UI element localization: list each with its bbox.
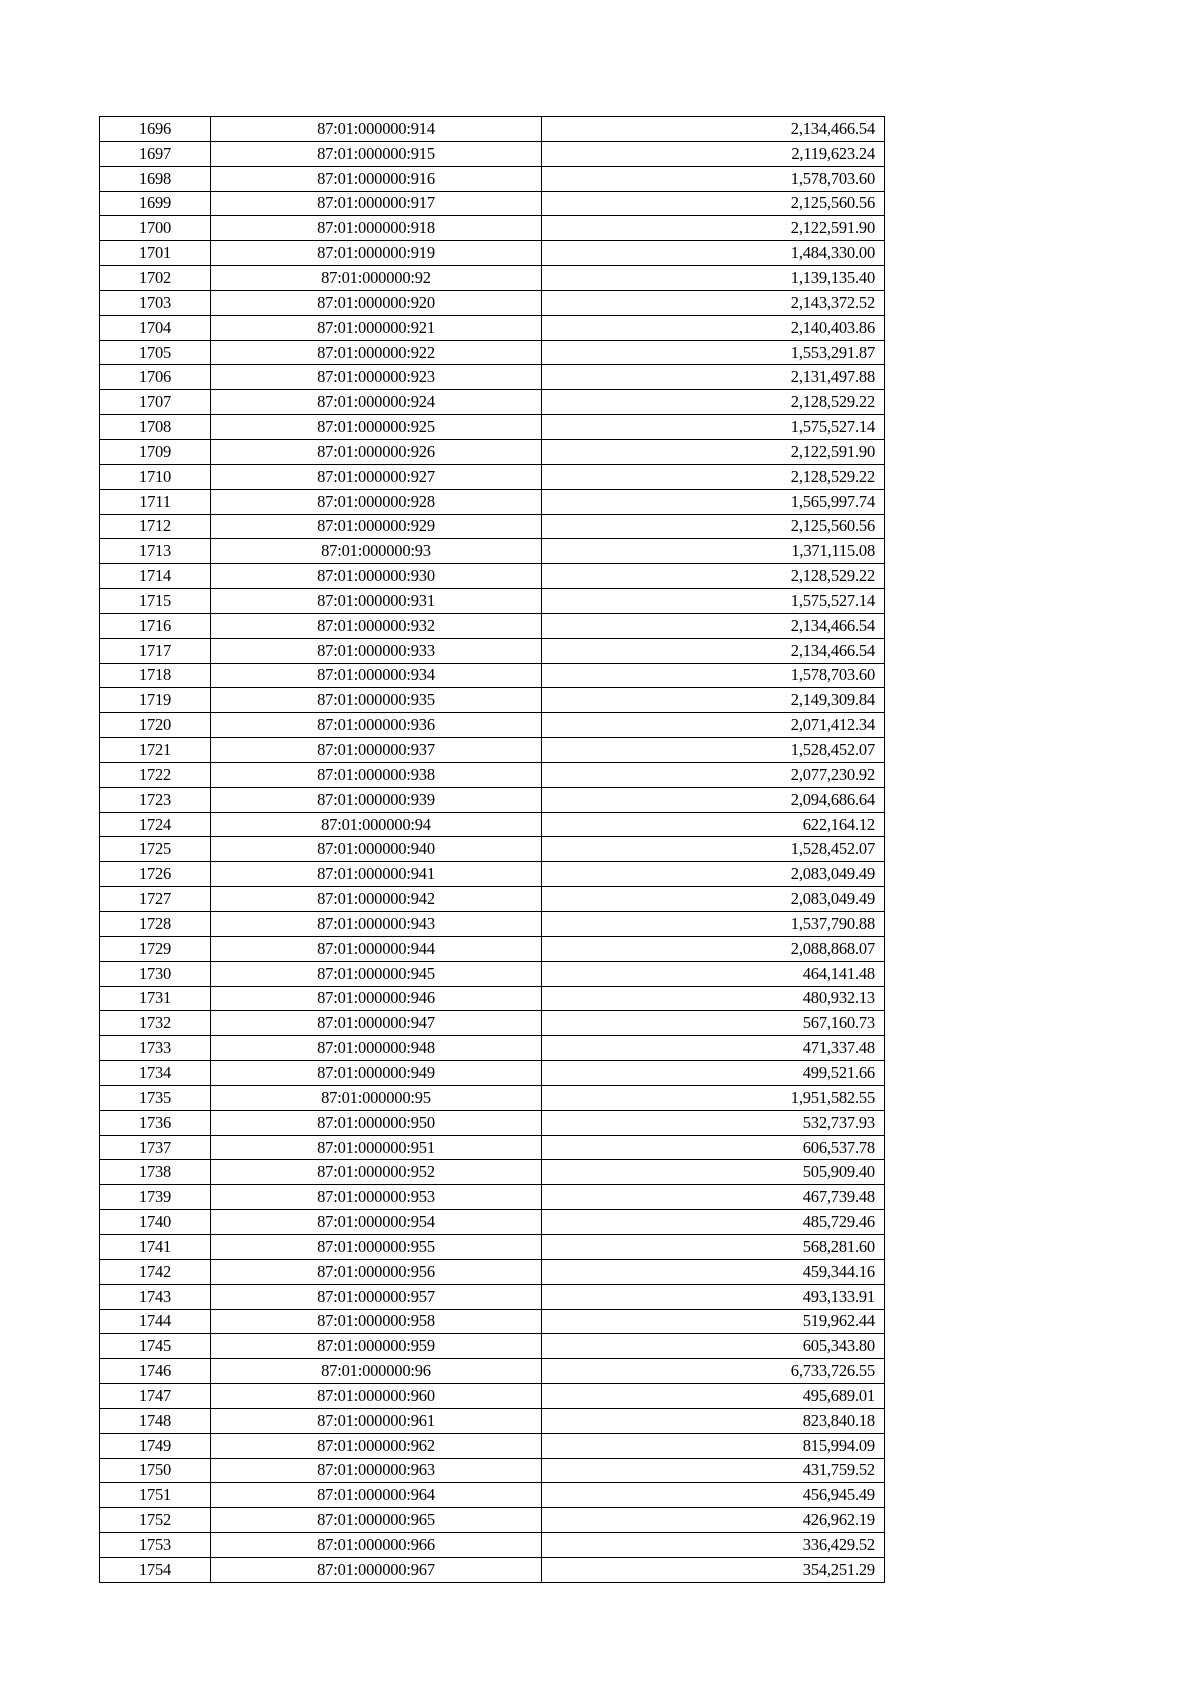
value-cell: 336,429.52 — [542, 1533, 885, 1558]
value-cell: 2,122,591.90 — [542, 216, 885, 241]
row-number-cell: 1696 — [100, 117, 211, 142]
table-row — [100, 986, 885, 1011]
value-cell: 2,134,466.54 — [542, 638, 885, 663]
table-row — [100, 464, 885, 489]
table-row — [100, 1135, 885, 1160]
row-number-cell: 1751 — [100, 1483, 211, 1508]
value-cell: 1,484,330.00 — [542, 241, 885, 266]
table-row — [100, 812, 885, 837]
value-cell: 459,344.16 — [542, 1259, 885, 1284]
value-cell: 823,840.18 — [542, 1408, 885, 1433]
cadastral-number-cell: 87:01:000000:915 — [211, 141, 542, 166]
table-row — [100, 837, 885, 862]
table-row — [100, 439, 885, 464]
cadastral-number-cell: 87:01:000000:919 — [211, 241, 542, 266]
value-cell: 1,578,703.60 — [542, 166, 885, 191]
cadastral-number-cell: 87:01:000000:934 — [211, 663, 542, 688]
value-cell: 606,537.78 — [542, 1135, 885, 1160]
cadastral-number-cell: 87:01:000000:951 — [211, 1135, 542, 1160]
row-number-cell: 1697 — [100, 141, 211, 166]
table-row — [100, 1160, 885, 1185]
cadastral-number-cell: 87:01:000000:921 — [211, 315, 542, 340]
table-row — [100, 1334, 885, 1359]
cadastral-number-cell: 87:01:000000:960 — [211, 1384, 542, 1409]
row-number-cell: 1738 — [100, 1160, 211, 1185]
table-row — [100, 1234, 885, 1259]
table-row — [100, 1483, 885, 1508]
table-row — [100, 1408, 885, 1433]
cadastral-number-cell: 87:01:000000:962 — [211, 1433, 542, 1458]
row-number-cell: 1727 — [100, 887, 211, 912]
row-number-cell: 1735 — [100, 1085, 211, 1110]
value-cell: 1,575,527.14 — [542, 589, 885, 614]
value-cell: 1,951,582.55 — [542, 1085, 885, 1110]
cadastral-number-cell: 87:01:000000:942 — [211, 887, 542, 912]
table-row — [100, 787, 885, 812]
row-number-cell: 1743 — [100, 1284, 211, 1309]
value-cell: 2,119,623.24 — [542, 141, 885, 166]
row-number-cell: 1745 — [100, 1334, 211, 1359]
value-cell: 2,094,686.64 — [542, 787, 885, 812]
table-row — [100, 539, 885, 564]
table-row — [100, 713, 885, 738]
value-cell: 480,932.13 — [542, 986, 885, 1011]
table-row — [100, 738, 885, 763]
table-row — [100, 315, 885, 340]
table-row — [100, 1557, 885, 1582]
value-cell: 2,083,049.49 — [542, 887, 885, 912]
row-number-cell: 1725 — [100, 837, 211, 862]
row-number-cell: 1707 — [100, 390, 211, 415]
cadastral-number-cell: 87:01:000000:958 — [211, 1309, 542, 1334]
cadastral-number-cell: 87:01:000000:93 — [211, 539, 542, 564]
cadastral-number-cell: 87:01:000000:948 — [211, 1036, 542, 1061]
value-cell: 467,739.48 — [542, 1185, 885, 1210]
table-row — [100, 1284, 885, 1309]
cadastral-number-cell: 87:01:000000:92 — [211, 266, 542, 291]
value-cell: 2,140,403.86 — [542, 315, 885, 340]
value-cell: 464,141.48 — [542, 961, 885, 986]
row-number-cell: 1711 — [100, 489, 211, 514]
row-number-cell: 1721 — [100, 738, 211, 763]
table-row — [100, 688, 885, 713]
row-number-cell: 1741 — [100, 1234, 211, 1259]
table-row — [100, 266, 885, 291]
row-number-cell: 1732 — [100, 1011, 211, 1036]
table-row — [100, 191, 885, 216]
cadastral-number-cell: 87:01:000000:923 — [211, 365, 542, 390]
row-number-cell: 1730 — [100, 961, 211, 986]
cadastral-number-cell: 87:01:000000:924 — [211, 390, 542, 415]
row-number-cell: 1734 — [100, 1061, 211, 1086]
value-cell: 505,909.40 — [542, 1160, 885, 1185]
cadastral-number-cell: 87:01:000000:959 — [211, 1334, 542, 1359]
cadastral-number-cell: 87:01:000000:963 — [211, 1458, 542, 1483]
table-row — [100, 365, 885, 390]
value-cell: 1,537,790.88 — [542, 912, 885, 937]
value-cell: 1,575,527.14 — [542, 415, 885, 440]
cadastral-number-cell: 87:01:000000:953 — [211, 1185, 542, 1210]
table-row — [100, 1011, 885, 1036]
table-body — [100, 117, 885, 1583]
cadastral-number-cell: 87:01:000000:931 — [211, 589, 542, 614]
row-number-cell: 1700 — [100, 216, 211, 241]
cadastral-number-cell: 87:01:000000:928 — [211, 489, 542, 514]
value-cell: 568,281.60 — [542, 1234, 885, 1259]
cadastral-number-cell: 87:01:000000:932 — [211, 613, 542, 638]
table-row — [100, 613, 885, 638]
table-row — [100, 762, 885, 787]
row-number-cell: 1709 — [100, 439, 211, 464]
row-number-cell: 1702 — [100, 266, 211, 291]
cadastral-number-cell: 87:01:000000:956 — [211, 1259, 542, 1284]
value-cell: 1,578,703.60 — [542, 663, 885, 688]
value-cell: 815,994.09 — [542, 1433, 885, 1458]
table-row — [100, 1433, 885, 1458]
row-number-cell: 1753 — [100, 1533, 211, 1558]
row-number-cell: 1722 — [100, 762, 211, 787]
cadastral-number-cell: 87:01:000000:949 — [211, 1061, 542, 1086]
row-number-cell: 1717 — [100, 638, 211, 663]
value-cell: 1,528,452.07 — [542, 837, 885, 862]
value-cell: 2,149,309.84 — [542, 688, 885, 713]
cadastral-number-cell: 87:01:000000:966 — [211, 1533, 542, 1558]
value-cell: 2,077,230.92 — [542, 762, 885, 787]
cadastral-number-cell: 87:01:000000:945 — [211, 961, 542, 986]
table-row — [100, 564, 885, 589]
value-cell: 2,143,372.52 — [542, 290, 885, 315]
row-number-cell: 1724 — [100, 812, 211, 837]
row-number-cell: 1750 — [100, 1458, 211, 1483]
cadastral-number-cell: 87:01:000000:938 — [211, 762, 542, 787]
table-row — [100, 166, 885, 191]
table-row — [100, 1259, 885, 1284]
table-row — [100, 489, 885, 514]
cadastral-number-cell: 87:01:000000:943 — [211, 912, 542, 937]
row-number-cell: 1754 — [100, 1557, 211, 1582]
row-number-cell: 1701 — [100, 241, 211, 266]
row-number-cell: 1747 — [100, 1384, 211, 1409]
value-cell: 354,251.29 — [542, 1557, 885, 1582]
table-row — [100, 887, 885, 912]
value-cell: 485,729.46 — [542, 1210, 885, 1235]
cadastral-number-cell: 87:01:000000:917 — [211, 191, 542, 216]
table-row — [100, 117, 885, 142]
row-number-cell: 1736 — [100, 1110, 211, 1135]
row-number-cell: 1740 — [100, 1210, 211, 1235]
table-row — [100, 241, 885, 266]
row-number-cell: 1731 — [100, 986, 211, 1011]
table-row — [100, 141, 885, 166]
cadastral-number-cell: 87:01:000000:952 — [211, 1160, 542, 1185]
value-cell: 2,128,529.22 — [542, 564, 885, 589]
table-row — [100, 1458, 885, 1483]
value-cell: 6,733,726.55 — [542, 1359, 885, 1384]
cadastral-number-cell: 87:01:000000:918 — [211, 216, 542, 241]
table-row — [100, 961, 885, 986]
table-row — [100, 1036, 885, 1061]
value-cell: 2,128,529.22 — [542, 464, 885, 489]
cadastral-number-cell: 87:01:000000:955 — [211, 1234, 542, 1259]
cadastral-number-cell: 87:01:000000:935 — [211, 688, 542, 713]
table-row — [100, 589, 885, 614]
value-cell: 456,945.49 — [542, 1483, 885, 1508]
row-number-cell: 1746 — [100, 1359, 211, 1384]
table-row — [100, 862, 885, 887]
row-number-cell: 1703 — [100, 290, 211, 315]
cadastral-number-cell: 87:01:000000:927 — [211, 464, 542, 489]
row-number-cell: 1733 — [100, 1036, 211, 1061]
cadastral-number-cell: 87:01:000000:950 — [211, 1110, 542, 1135]
table-row — [100, 1384, 885, 1409]
table-row — [100, 663, 885, 688]
table-row — [100, 1508, 885, 1533]
value-cell: 1,528,452.07 — [542, 738, 885, 763]
value-cell: 2,083,049.49 — [542, 862, 885, 887]
cadastral-number-cell: 87:01:000000:941 — [211, 862, 542, 887]
cadastral-number-cell: 87:01:000000:965 — [211, 1508, 542, 1533]
cadastral-number-cell: 87:01:000000:940 — [211, 837, 542, 862]
value-cell: 426,962.19 — [542, 1508, 885, 1533]
row-number-cell: 1718 — [100, 663, 211, 688]
table-row — [100, 1309, 885, 1334]
cadastral-number-cell: 87:01:000000:947 — [211, 1011, 542, 1036]
value-cell: 2,071,412.34 — [542, 713, 885, 738]
value-cell: 1,565,997.74 — [542, 489, 885, 514]
value-cell: 2,088,868.07 — [542, 936, 885, 961]
cadastral-number-cell: 87:01:000000:920 — [211, 290, 542, 315]
cadastral-number-cell: 87:01:000000:925 — [211, 415, 542, 440]
row-number-cell: 1710 — [100, 464, 211, 489]
value-cell: 2,125,560.56 — [542, 514, 885, 539]
row-number-cell: 1723 — [100, 787, 211, 812]
row-number-cell: 1749 — [100, 1433, 211, 1458]
cadastral-number-cell: 87:01:000000:954 — [211, 1210, 542, 1235]
row-number-cell: 1748 — [100, 1408, 211, 1433]
cadastral-number-cell: 87:01:000000:957 — [211, 1284, 542, 1309]
table-row — [100, 514, 885, 539]
row-number-cell: 1708 — [100, 415, 211, 440]
table-row — [100, 340, 885, 365]
cadastral-number-cell: 87:01:000000:944 — [211, 936, 542, 961]
cadastral-number-cell: 87:01:000000:933 — [211, 638, 542, 663]
table-row — [100, 415, 885, 440]
cadastral-number-cell: 87:01:000000:936 — [211, 713, 542, 738]
cadastral-number-cell: 87:01:000000:937 — [211, 738, 542, 763]
row-number-cell: 1744 — [100, 1309, 211, 1334]
cadastral-number-cell: 87:01:000000:967 — [211, 1557, 542, 1582]
cadastral-number-cell: 87:01:000000:94 — [211, 812, 542, 837]
table-row — [100, 1061, 885, 1086]
table-row — [100, 1359, 885, 1384]
value-cell: 2,134,466.54 — [542, 117, 885, 142]
table-row — [100, 1185, 885, 1210]
value-cell: 2,128,529.22 — [542, 390, 885, 415]
row-number-cell: 1716 — [100, 613, 211, 638]
cadastral-number-cell: 87:01:000000:95 — [211, 1085, 542, 1110]
table-row — [100, 1533, 885, 1558]
cadastral-number-cell: 87:01:000000:930 — [211, 564, 542, 589]
row-number-cell: 1726 — [100, 862, 211, 887]
value-cell: 493,133.91 — [542, 1284, 885, 1309]
row-number-cell: 1742 — [100, 1259, 211, 1284]
value-cell: 1,139,135.40 — [542, 266, 885, 291]
table-row — [100, 912, 885, 937]
row-number-cell: 1715 — [100, 589, 211, 614]
cadastral-number-cell: 87:01:000000:961 — [211, 1408, 542, 1433]
cadastral-number-cell: 87:01:000000:946 — [211, 986, 542, 1011]
row-number-cell: 1698 — [100, 166, 211, 191]
row-number-cell: 1720 — [100, 713, 211, 738]
table-row — [100, 290, 885, 315]
table-row — [100, 390, 885, 415]
value-cell: 2,131,497.88 — [542, 365, 885, 390]
value-cell: 622,164.12 — [542, 812, 885, 837]
cadastral-number-cell: 87:01:000000:964 — [211, 1483, 542, 1508]
row-number-cell: 1713 — [100, 539, 211, 564]
cadastral-number-cell: 87:01:000000:96 — [211, 1359, 542, 1384]
cadastral-number-cell: 87:01:000000:914 — [211, 117, 542, 142]
value-cell: 2,125,560.56 — [542, 191, 885, 216]
value-cell: 495,689.01 — [542, 1384, 885, 1409]
value-cell: 519,962.44 — [542, 1309, 885, 1334]
cadastral-number-cell: 87:01:000000:939 — [211, 787, 542, 812]
value-cell: 431,759.52 — [542, 1458, 885, 1483]
table-row — [100, 936, 885, 961]
row-number-cell: 1706 — [100, 365, 211, 390]
value-cell: 532,737.93 — [542, 1110, 885, 1135]
row-number-cell: 1737 — [100, 1135, 211, 1160]
value-cell: 567,160.73 — [542, 1011, 885, 1036]
table-row — [100, 638, 885, 663]
cadastral-number-cell: 87:01:000000:922 — [211, 340, 542, 365]
row-number-cell: 1752 — [100, 1508, 211, 1533]
value-cell: 605,343.80 — [542, 1334, 885, 1359]
row-number-cell: 1712 — [100, 514, 211, 539]
row-number-cell: 1739 — [100, 1185, 211, 1210]
value-cell: 471,337.48 — [542, 1036, 885, 1061]
table-row — [100, 1110, 885, 1135]
row-number-cell: 1729 — [100, 936, 211, 961]
row-number-cell: 1719 — [100, 688, 211, 713]
value-cell: 2,122,591.90 — [542, 439, 885, 464]
row-number-cell: 1699 — [100, 191, 211, 216]
row-number-cell: 1728 — [100, 912, 211, 937]
cadastral-number-cell: 87:01:000000:916 — [211, 166, 542, 191]
table-row — [100, 1210, 885, 1235]
value-cell: 499,521.66 — [542, 1061, 885, 1086]
cadastral-number-cell: 87:01:000000:929 — [211, 514, 542, 539]
cadastral-value-table — [99, 116, 885, 1583]
row-number-cell: 1705 — [100, 340, 211, 365]
cadastral-number-cell: 87:01:000000:926 — [211, 439, 542, 464]
value-cell: 2,134,466.54 — [542, 613, 885, 638]
table-row — [100, 216, 885, 241]
value-cell: 1,553,291.87 — [542, 340, 885, 365]
row-number-cell: 1704 — [100, 315, 211, 340]
table-row — [100, 1085, 885, 1110]
row-number-cell: 1714 — [100, 564, 211, 589]
value-cell: 1,371,115.08 — [542, 539, 885, 564]
